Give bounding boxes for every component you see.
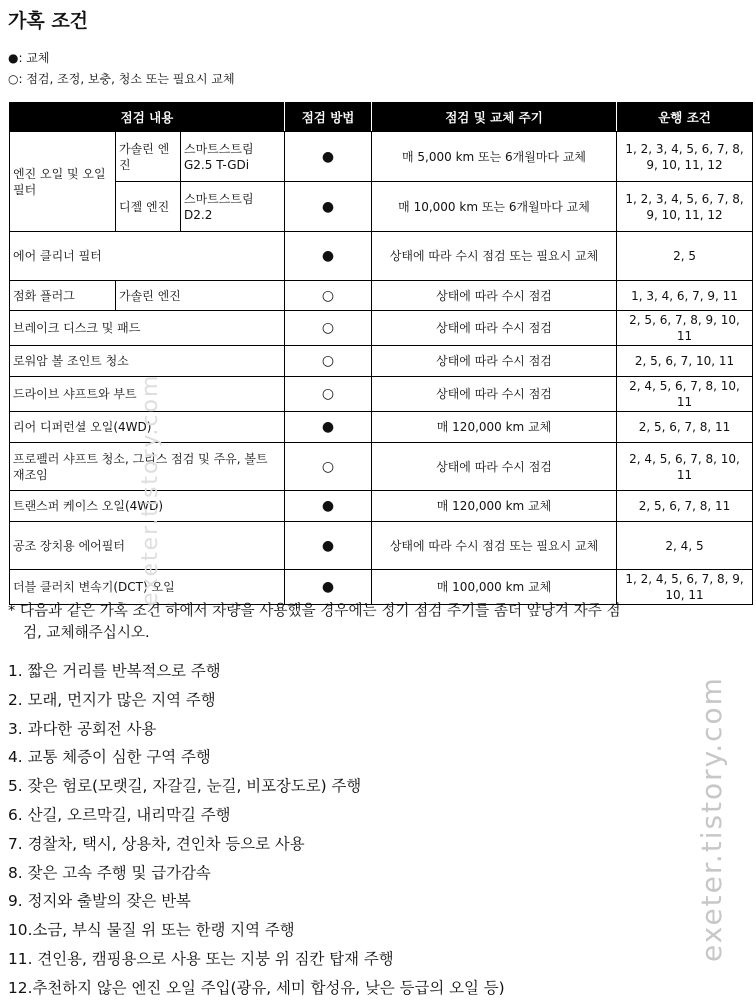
- table-row: [10, 346, 753, 377]
- conditions: 1, 3, 4, 6, 7, 9, 11: [617, 281, 753, 311]
- table-row: [10, 281, 753, 311]
- interval: 상태에 따라 수시 점검: [372, 311, 617, 346]
- method-symbol: ●: [285, 412, 372, 443]
- list-item: 8. 잦은 고속 주행 및 급가감속: [8, 863, 211, 882]
- list-item: 10.소금, 부식 물질 위 또는 한랭 지역 주행: [8, 921, 295, 940]
- method-symbol: ●: [285, 232, 372, 281]
- list-item: 1. 짧은 거리를 반복적으로 주행: [8, 662, 221, 680]
- item-name: 점화 플러그: [10, 281, 116, 311]
- list-item: 2. 모래, 먼지가 많은 지역 주행: [8, 690, 216, 709]
- header-conditions: 운행 조건: [617, 103, 753, 132]
- method-symbol: ○: [285, 281, 372, 311]
- list-item: 3. 과다한 공회전 사용: [8, 719, 157, 738]
- item-name: 리어 디퍼런셜 오일(4WD): [10, 412, 285, 443]
- conditions: 2, 4, 5, 6, 7, 8, 10, 11: [617, 443, 753, 491]
- interval: 상태에 따라 수시 점검: [372, 346, 617, 377]
- method-symbol: ○: [285, 443, 372, 491]
- table-row: [10, 412, 753, 443]
- method-symbol: ○: [285, 377, 372, 412]
- legend-replace: ●: 교체: [8, 51, 50, 65]
- table-row: [10, 182, 753, 232]
- table-row: [10, 311, 753, 346]
- engine-model: 스마트스트림 G2.5 T-GDi: [181, 132, 285, 182]
- condition-list: [8, 657, 505, 1003]
- list-item: 7. 경찰차, 택시, 상용차, 견인차 등으로 사용: [8, 834, 305, 853]
- method-symbol: ●: [285, 182, 372, 232]
- conditions: 1, 2, 3, 4, 5, 6, 7, 8, 9, 10, 11, 12: [617, 132, 753, 182]
- table-row: [10, 491, 753, 522]
- method-symbol: ●: [285, 522, 372, 570]
- conditions: 2, 5, 6, 7, 8, 11: [617, 412, 753, 443]
- item-name: 프로펠러 샤프트 청소, 그리스 점검 및 주유, 볼트 재조임: [10, 443, 285, 491]
- watermark: exeter.tistory.com: [138, 373, 163, 606]
- conditions: 2, 4, 5, 6, 7, 8, 10, 11: [617, 377, 753, 412]
- interval: 매 120,000 km 교체: [372, 491, 617, 522]
- interval: 상태에 따라 수시 점검: [372, 281, 617, 311]
- method-symbol: ○: [285, 311, 372, 346]
- list-item: 11. 견인용, 캠핑용으로 사용 또는 지붕 위 짐칸 탑재 주행: [8, 949, 394, 968]
- item-name: 트랜스퍼 케이스 오일(4WD): [10, 491, 285, 522]
- item-name: 더블 클러치 변속기(DCT) 오일: [10, 570, 285, 605]
- list-item: 12.추천하지 않은 엔진 오일 주입(광유, 세미 합성유, 낮은 등급의 오일 등): [8, 978, 505, 997]
- conditions: 2, 5, 6, 7, 8, 11: [617, 491, 753, 522]
- maintenance-table: [9, 102, 753, 605]
- item-sub: 가솔린 엔진: [116, 281, 285, 311]
- item-name: 에어 클리너 필터: [10, 232, 285, 281]
- method-symbol: ●: [285, 570, 372, 605]
- item-name: 브레이크 디스크 및 패드: [10, 311, 285, 346]
- table-row: [10, 232, 753, 281]
- interval: 매 5,000 km 또는 6개월마다 교체: [372, 132, 617, 182]
- conditions: 2, 5, 6, 7, 8, 9, 10, 11: [617, 311, 753, 346]
- list-item: 5. 잦은 험로(모랫길, 자갈길, 눈길, 비포장도로) 주행: [8, 777, 362, 796]
- watermark: exeter.tistory.com: [695, 676, 728, 962]
- note-line: * 다음과 같은 가혹 조건 하에서 차량을 사용했을 경우에는 정기 점검 주기를 좀더 앞당겨 자주 점: [8, 602, 621, 619]
- conditions: 2, 4, 5: [617, 522, 753, 570]
- page-title: 가혹 조건: [8, 10, 89, 32]
- interval: 매 100,000 km 교체: [372, 570, 617, 605]
- list-item: 4. 교통 체증이 심한 구역 주행: [8, 748, 211, 767]
- header-method: 점검 방법: [285, 103, 372, 132]
- conditions: 1, 2, 3, 4, 5, 6, 7, 8, 9, 10, 11, 12: [617, 182, 753, 232]
- interval: 상태에 따라 수시 점검 또는 필요시 교체: [372, 522, 617, 570]
- conditions: 2, 5: [617, 232, 753, 281]
- table-row: [10, 443, 753, 491]
- list-item: 9. 정지와 출발의 잦은 반복: [8, 892, 191, 911]
- method-symbol: ●: [285, 132, 372, 182]
- interval: 상태에 따라 수시 점검: [372, 443, 617, 491]
- interval: 매 120,000 km 교체: [372, 412, 617, 443]
- method-symbol: ○: [285, 346, 372, 377]
- interval: 매 10,000 km 또는 6개월마다 교체: [372, 182, 617, 232]
- note-line: 검, 교체해주십시오.: [23, 624, 150, 641]
- fuel-type: 가솔린 엔진: [116, 132, 181, 182]
- header-interval: 점검 및 교체 주기: [372, 103, 617, 132]
- item-name: 드라이브 샤프트와 부트: [10, 377, 285, 412]
- table-row: [10, 377, 753, 412]
- table-row: [10, 522, 753, 570]
- engine-oil-item: 엔진 오일 및 오일필터: [10, 132, 116, 232]
- interval: 상태에 따라 수시 점검 또는 필요시 교체: [372, 232, 617, 281]
- item-name: 공조 장치용 에어필터: [10, 522, 285, 570]
- table-row: [10, 132, 753, 182]
- item-name: 로워암 볼 조인트 청소: [10, 346, 285, 377]
- table-header-row: [10, 103, 753, 132]
- list-item: 6. 산길, 오르막길, 내리막길 주행: [8, 805, 231, 824]
- fuel-type: 디젤 엔진: [116, 182, 181, 232]
- legend-inspect: ○: 점검, 조정, 보충, 청소 또는 필요시 교체: [8, 72, 235, 86]
- interval: 상태에 따라 수시 점검: [372, 377, 617, 412]
- note-text: [8, 600, 756, 644]
- conditions: 2, 5, 6, 7, 10, 11: [617, 346, 753, 377]
- method-symbol: ●: [285, 491, 372, 522]
- header-item: 점검 내용: [10, 103, 285, 132]
- engine-model: 스마트스트림 D2.2: [181, 182, 285, 232]
- conditions: 1, 2, 4, 5, 6, 7, 8, 9, 10, 11: [617, 570, 753, 605]
